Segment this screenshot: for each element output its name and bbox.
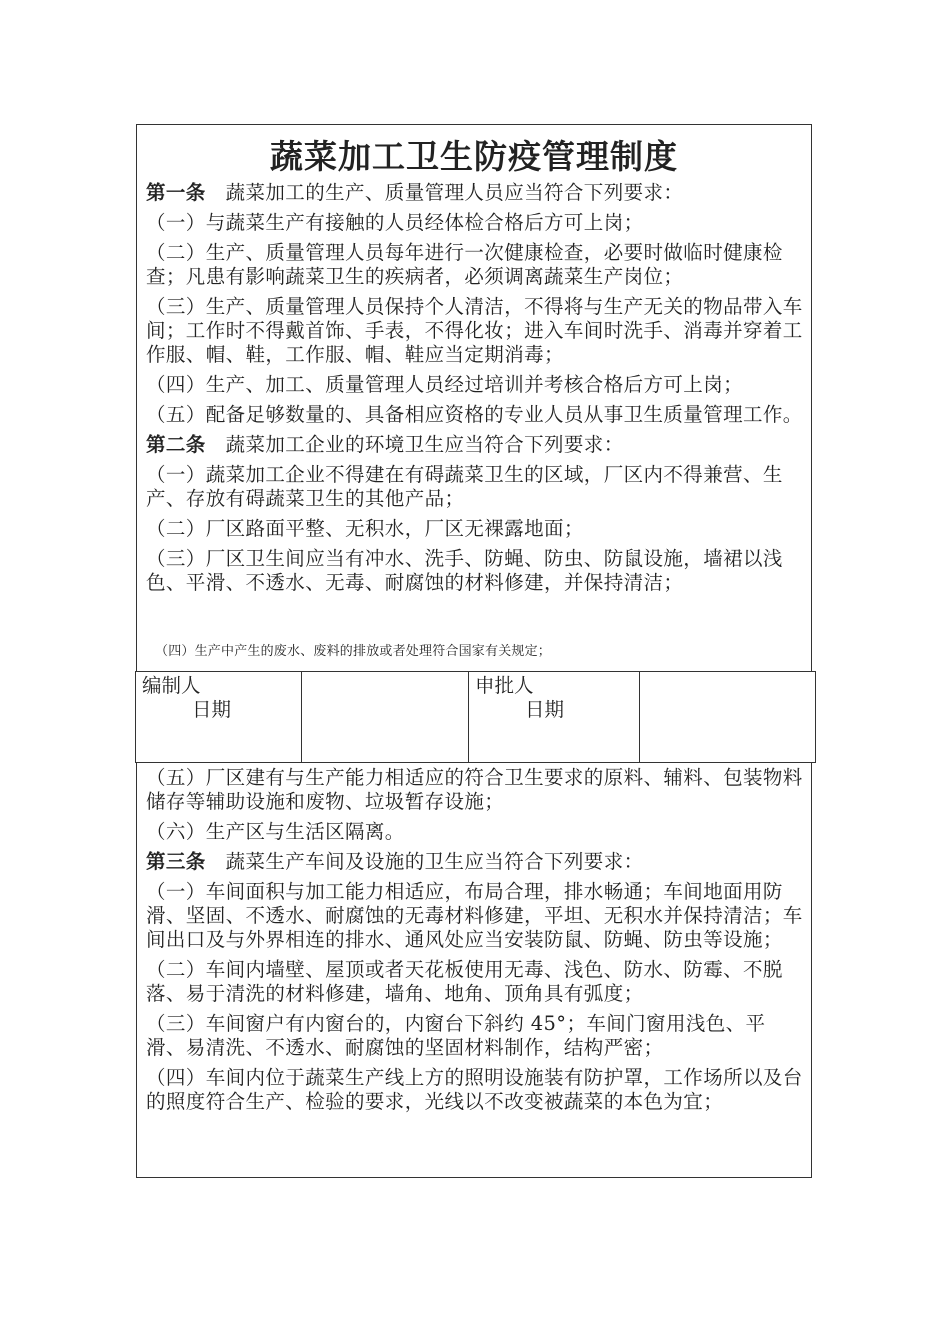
preparer-label: 编制人 (142, 674, 201, 697)
small-line: （四）生产中产生的废水、废料的排放或者处理符合国家有关规定； (155, 644, 552, 659)
paragraph-text: 蔬菜加工企业的环境卫生应当符合下列要求： (205, 433, 624, 456)
preparer-date-label: 日期 (192, 698, 232, 721)
paragraph-text: （五）厂区建有与生产能力相适应的符合卫生要求的原料、辅料、包装物料储存等辅助设施和废物、垃圾暂存设施； (146, 766, 803, 813)
clause-paragraph (146, 880, 805, 952)
article-heading: 第一条 (146, 181, 206, 204)
clause-paragraph (146, 1012, 805, 1060)
paragraph-text: （二）生产、质量管理人员每年进行一次健康检查，必要时做临时健康检查；凡患有影响蔬菜卫生的疾病者，必须调离蔬菜生产岗位； (146, 241, 783, 288)
clause-paragraph (146, 373, 805, 397)
approver-label: 申批人 (475, 674, 534, 697)
small-note (155, 643, 805, 661)
paragraph-text: （三）车间窗户有内窗台的，内窗台下斜约 45°；车间门窗用浅色、平滑、易清洗、不透水、耐腐蚀的坚固材料制作，结构严密； (146, 1012, 766, 1059)
approver-date-label: 日期 (525, 698, 565, 721)
signature-table (135, 671, 816, 763)
paragraph-text: （二）车间内墙壁、屋顶或者天花板使用无毒、浅色、防水、防霉、不脱落、易于清洗的材料修建，墙角、地角、顶角具有弧度； (146, 958, 783, 1005)
approver-value-cell[interactable] (640, 672, 816, 763)
article-paragraph (146, 850, 805, 874)
paragraph-text: （一）车间面积与加工能力相适应，布局合理，排水畅通；车间地面用防滑、坚固、不透水、耐腐蚀的无毒材料修建，平坦、无积水并保持清洁；车间出口及与外界相连的排水、通风处应当安装防鼠、防蝇、防虫等设施； (146, 880, 803, 951)
top-content (146, 181, 805, 601)
article-paragraph (146, 181, 805, 205)
paragraph-text: （三）厂区卫生间应当有冲水、洗手、防蝇、防虫、防鼠设施，墙裙以浅色、平滑、不透水、无毒、耐腐蚀的材料修建，并保持清洁； (146, 547, 783, 594)
paragraph-text: 蔬菜加工的生产、质量管理人员应当符合下列要求： (205, 181, 684, 204)
clause-paragraph (146, 958, 805, 1006)
clause-paragraph (146, 463, 805, 511)
paragraph-text: 蔬菜生产车间及设施的卫生应当符合下列要求： (205, 850, 644, 873)
preparer-value-cell[interactable] (302, 672, 469, 763)
clause-paragraph (146, 403, 805, 427)
article-paragraph (146, 433, 805, 457)
document-title: 蔬菜加工卫生防疫管理制度 (270, 137, 678, 176)
clause-paragraph (146, 211, 805, 235)
clause-paragraph (146, 295, 805, 367)
bottom-content (146, 766, 805, 1120)
paragraph-text: （一）与蔬菜生产有接触的人员经体检合格后方可上岗； (146, 211, 644, 234)
paragraph-text: （六）生产区与生活区隔离。 (146, 820, 405, 843)
paragraph-text: （四）生产、加工、质量管理人员经过培训并考核合格后方可上岗； (146, 373, 744, 396)
clause-paragraph (146, 517, 805, 541)
paragraph-text: （一）蔬菜加工企业不得建在有碍蔬菜卫生的区域，厂区内不得兼营、生产、存放有碍蔬菜卫生的其他产品； (146, 463, 783, 510)
document-page-bottom (136, 762, 812, 1178)
paragraph-text: （四）车间内位于蔬菜生产线上方的照明设施装有防护罩，工作场所以及台的照度符合生产、检验的要求，光线以不改变被蔬菜的本色为宜； (146, 1066, 803, 1113)
approver-label-cell (469, 672, 640, 763)
clause-paragraph (146, 1066, 805, 1114)
preparer-label-cell (136, 672, 302, 763)
article-heading: 第二条 (146, 433, 206, 456)
paragraph-text: （五）配备足够数量的、具备相应资格的专业人员从事卫生质量管理工作。 (146, 403, 803, 426)
paragraph-text: （二）厂区路面平整、无积水，厂区无裸露地面； (146, 517, 584, 540)
paragraph-text: （三）生产、质量管理人员保持个人清洁，不得将与生产无关的物品带入车间；工作时不得戴首饰、手表，不得化妆；进入车间时洗手、消毒并穿着工作服、帽、鞋，工作服、帽、鞋应当定期消毒； (146, 295, 803, 366)
article-heading: 第三条 (146, 850, 206, 873)
clause-paragraph (146, 241, 805, 289)
clause-paragraph (146, 766, 805, 814)
clause-paragraph (146, 820, 805, 844)
clause-paragraph (146, 547, 805, 595)
document-page-top (136, 124, 812, 672)
